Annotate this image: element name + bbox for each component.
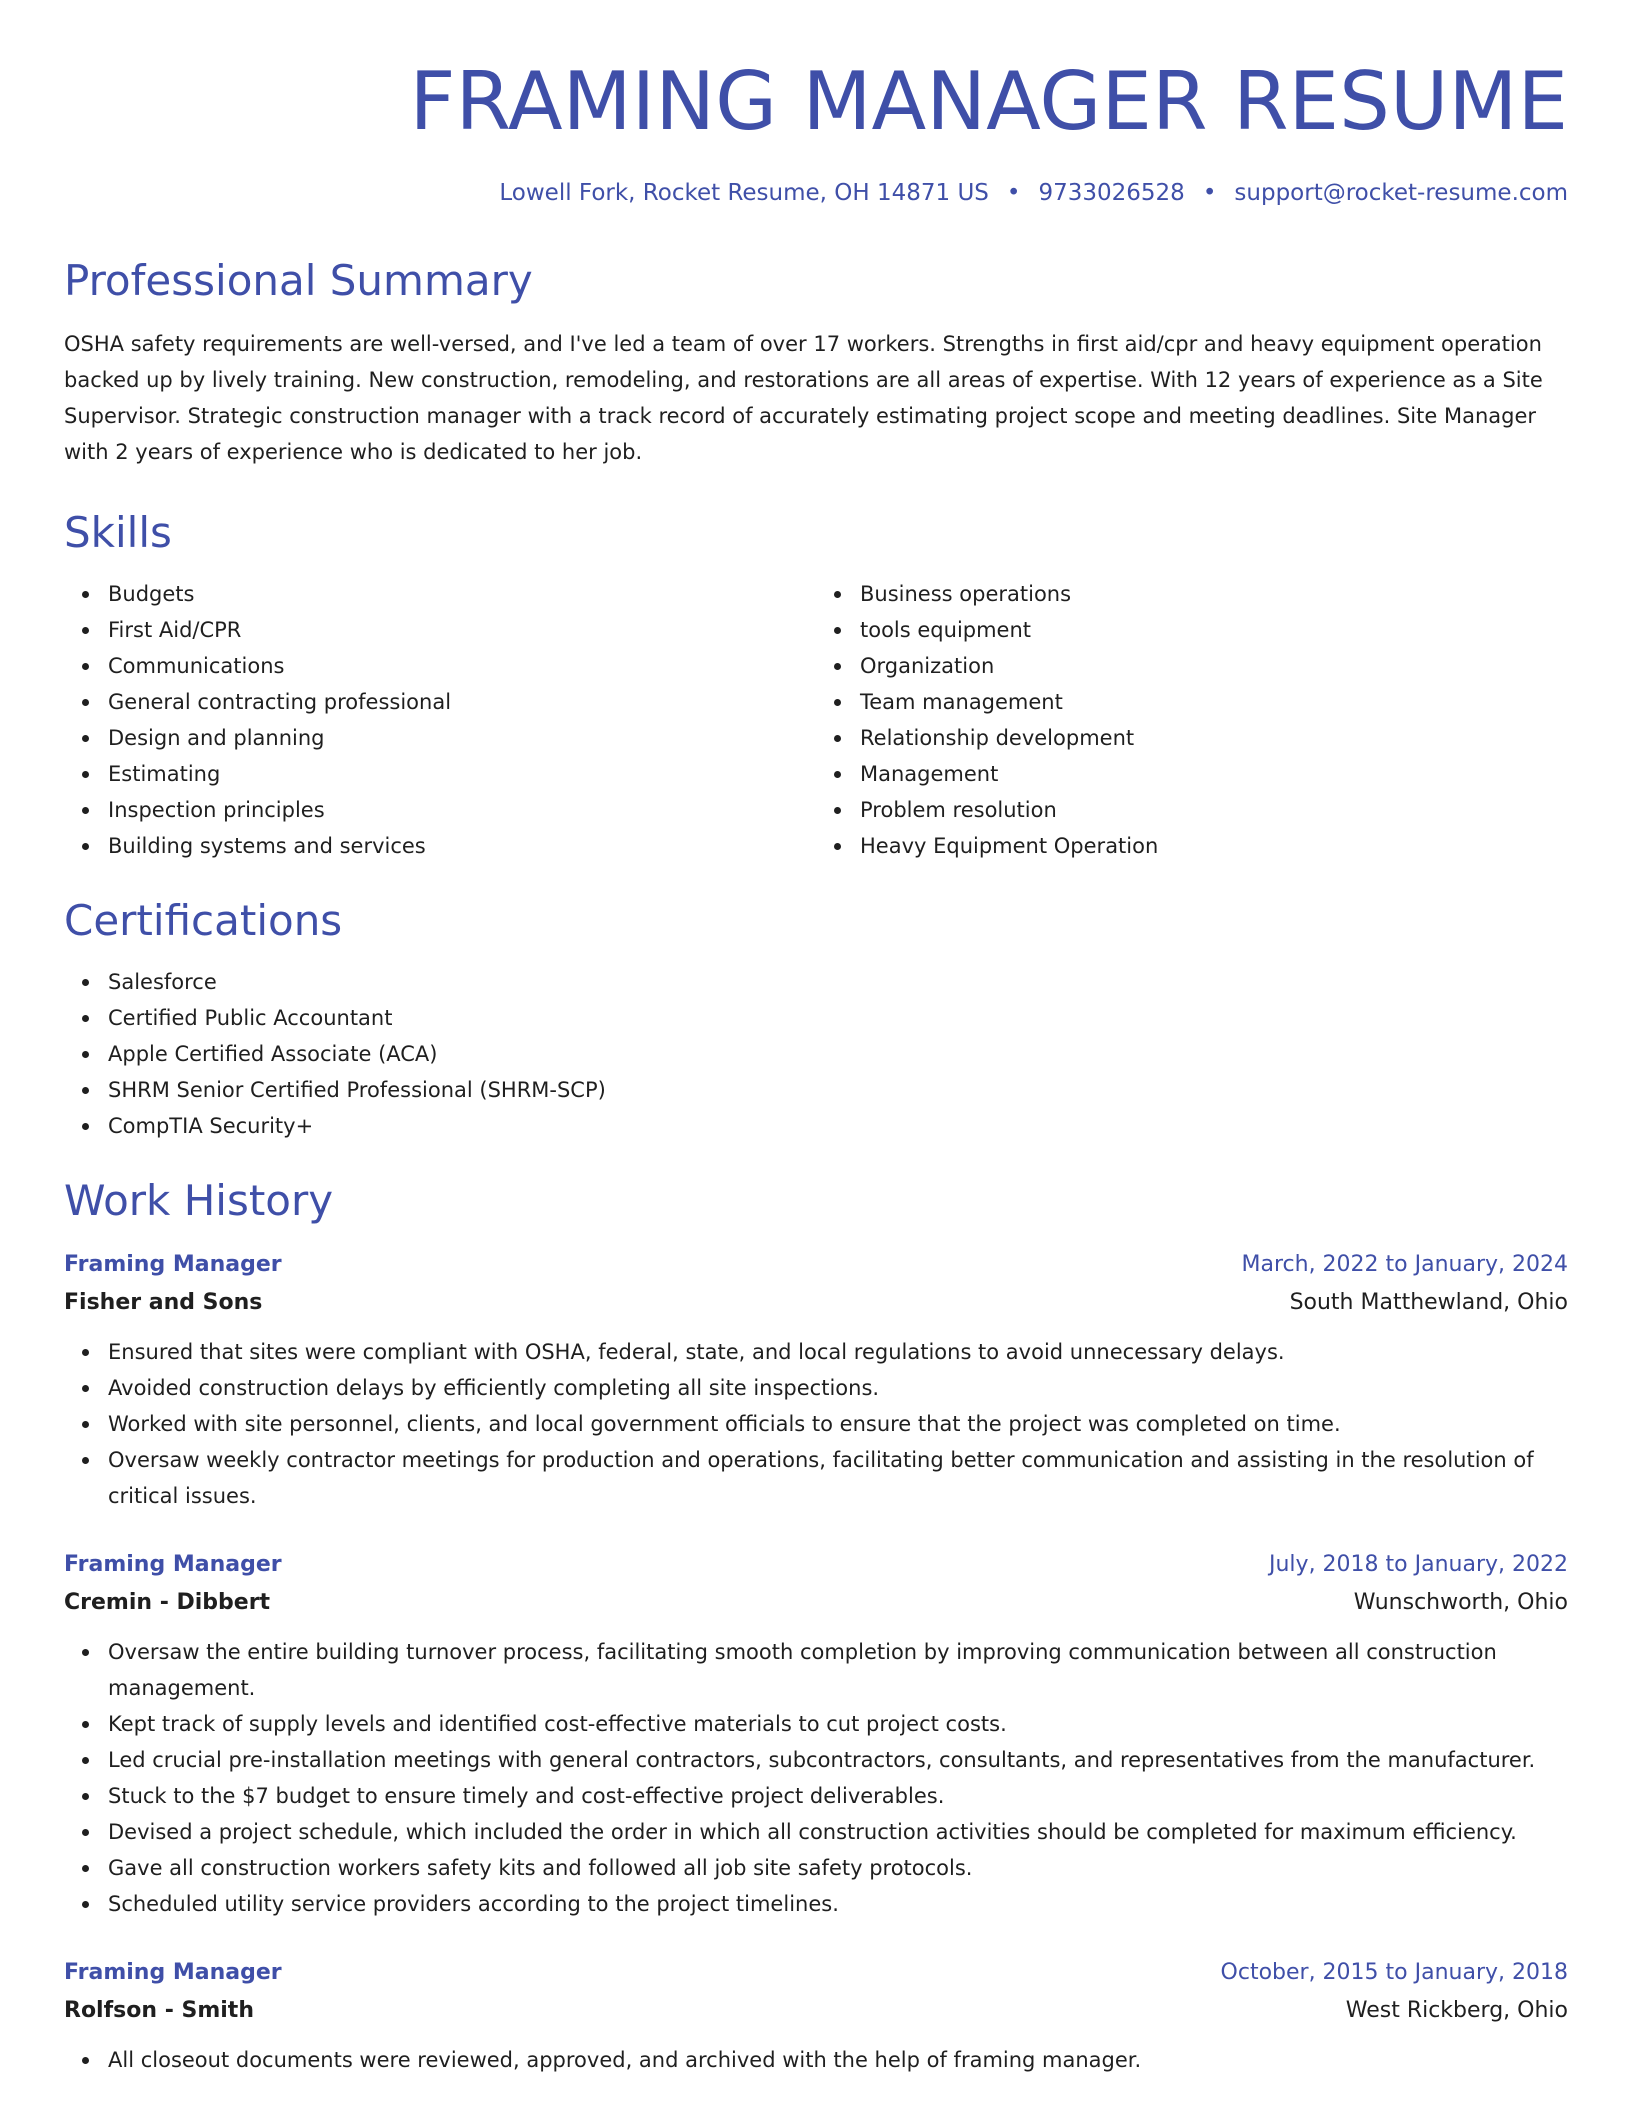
job-entry — [64, 1246, 1568, 1514]
certification-item: CompTIA Security+ — [108, 1108, 1568, 1144]
job-bullet: Avoided construction delays by efficiently completing all site inspections. — [108, 1370, 1568, 1406]
contact-separator: • — [1006, 180, 1021, 206]
contact-line — [64, 180, 1568, 208]
job-title: Framing Manager — [64, 1251, 282, 1277]
job-bullet: Oversaw weekly contractor meetings for production and operations, facilitating better communication and assisting in the resolution of critical issues. — [108, 1442, 1568, 1514]
skill-item: Management — [860, 756, 1568, 792]
certifications-list — [64, 964, 1568, 1144]
contact-address: Lowell Fork, Rocket Resume, OH 14871 US — [499, 180, 989, 206]
skill-item: Organization — [860, 648, 1568, 684]
job-company-row — [64, 1584, 1568, 1622]
job-dates: October, 2015 to January, 2018 — [1220, 1959, 1568, 1985]
skill-item: Inspection principles — [108, 792, 816, 828]
skill-item: tools equipment — [860, 612, 1568, 648]
skill-item: Relationship development — [860, 720, 1568, 756]
skills-list-right — [816, 576, 1568, 864]
skill-item: Building systems and services — [108, 828, 816, 864]
job-title-row — [64, 1546, 1568, 1584]
certification-item: Salesforce — [108, 964, 1568, 1000]
job-bullet: Ensured that sites were compliant with OSHA, federal, state, and local regulations to avoid unnecessary delays. — [108, 1334, 1568, 1370]
certifications-heading: Certifications — [64, 895, 343, 945]
job-bullet: Led crucial pre-installation meetings with general contractors, subcontractors, consultants, and representatives from the manufacturer. — [108, 1742, 1568, 1778]
job-title-row — [64, 1954, 1568, 1992]
skill-item: Budgets — [108, 576, 816, 612]
summary-text: OSHA safety requirements are well-versed, and I've led a team of over 17 workers. Strengths in first aid/cpr and heavy equipment operation backed up by lively training. New construction, remodeling, and restorations are all areas of expertise. With 12 years of experience as a Site Supervisor. Strategic construction manager with a track record of accurately estimating project scope and meeting deadlines. Site Manager with 2 years of experience who is dedicated to her job. — [64, 331, 1543, 464]
skill-item: Heavy Equipment Operation — [860, 828, 1568, 864]
job-title: Framing Manager — [64, 1959, 282, 1985]
certification-item: Apple Certified Associate (ACA) — [108, 1036, 1568, 1072]
skill-item: Communications — [108, 648, 816, 684]
job-bullet: Oversaw the entire building turnover process, facilitating smooth completion by improving communication between all construction management. — [108, 1634, 1568, 1706]
job-title: Framing Manager — [64, 1551, 282, 1577]
job-bullets — [64, 1634, 1568, 1922]
job-bullet: All closeout documents were reviewed, approved, and archived with the help of framing manager. — [108, 2042, 1568, 2078]
skill-item: Design and planning — [108, 720, 816, 756]
contact-separator: • — [1202, 180, 1217, 206]
job-location: South Matthewland, Ohio — [1289, 1289, 1568, 1315]
job-company: Cremin - Dibbert — [64, 1589, 271, 1615]
job-bullet: Scheduled utility service providers according to the project timelines. — [108, 1886, 1568, 1922]
skill-item: General contracting professional — [108, 684, 816, 720]
job-entry — [64, 1954, 1568, 2078]
summary-heading: Professional Summary — [64, 255, 533, 305]
job-company-row — [64, 1992, 1568, 2030]
skill-item: Problem resolution — [860, 792, 1568, 828]
contact-phone: 9733026528 — [1038, 180, 1185, 206]
job-location: West Rickberg, Ohio — [1345, 1997, 1568, 2023]
work-history-heading: Work History — [64, 1175, 334, 1225]
skill-item: Team management — [860, 684, 1568, 720]
skill-item: First Aid/CPR — [108, 612, 816, 648]
job-location: Wunschworth, Ohio — [1353, 1589, 1568, 1615]
job-bullet: Stuck to the $7 budget to ensure timely and cost-effective project deliverables. — [108, 1778, 1568, 1814]
job-bullet: Worked with site personnel, clients, and local government officials to ensure that the project was completed on time. — [108, 1406, 1568, 1442]
resume-title: FRAMING MANAGER RESUME — [409, 55, 1568, 148]
job-bullet: Kept track of supply levels and identified cost-effective materials to cut project costs. — [108, 1706, 1568, 1742]
contact-email: support@rocket-resume.com — [1234, 180, 1568, 206]
skill-item: Business operations — [860, 576, 1568, 612]
job-company: Rolfson - Smith — [64, 1997, 254, 2023]
certification-item: Certified Public Accountant — [108, 1000, 1568, 1036]
job-dates: March, 2022 to January, 2024 — [1241, 1251, 1568, 1277]
skill-item: Estimating — [108, 756, 816, 792]
job-bullet: Gave all construction workers safety kits and followed all job site safety protocols. — [108, 1850, 1568, 1886]
job-company-row — [64, 1284, 1568, 1322]
job-dates: July, 2018 to January, 2022 — [1269, 1551, 1568, 1577]
job-bullet: Devised a project schedule, which included the order in which all construction activities should be completed for maximum efficiency. — [108, 1814, 1568, 1850]
job-entry — [64, 1546, 1568, 1922]
skills-heading: Skills — [64, 507, 172, 557]
job-bullets — [64, 2042, 1568, 2078]
skills-list-left — [64, 576, 816, 864]
job-bullets — [64, 1334, 1568, 1514]
job-title-row — [64, 1246, 1568, 1284]
job-company: Fisher and Sons — [64, 1289, 263, 1315]
certification-item: SHRM Senior Certified Professional (SHRM-SCP) — [108, 1072, 1568, 1108]
skills-columns — [64, 576, 1568, 864]
